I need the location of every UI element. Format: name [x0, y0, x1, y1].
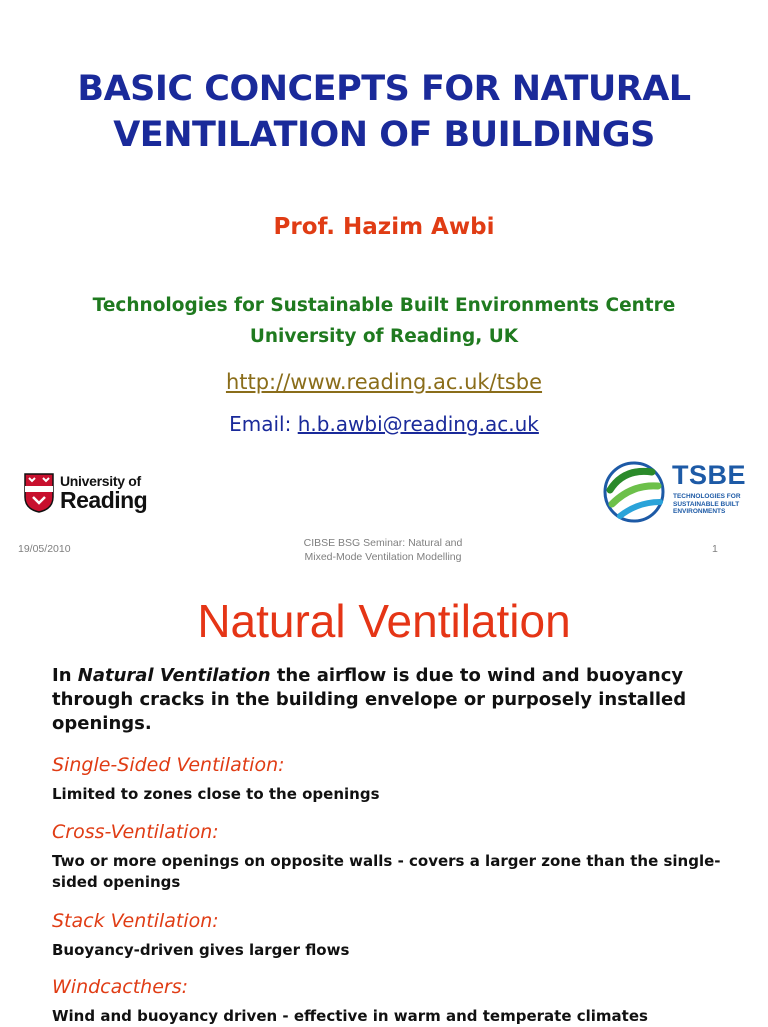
institution-line-2: University of Reading, UK	[249, 326, 519, 347]
uor-logo-line-1: University of	[60, 473, 141, 489]
tsbe-globe-icon	[602, 460, 666, 524]
section-body-stack: Buoyancy-driven gives larger flows	[52, 941, 350, 959]
university-of-reading-logo	[24, 473, 164, 517]
tsbe-logo-word: TSBE	[672, 460, 747, 490]
title-line-1: BASIC CONCEPTS FOR NATURAL	[77, 69, 691, 109]
uor-logo-line-2: Reading	[60, 487, 148, 513]
section-heading-windcatchers: Windcacthers:	[52, 976, 188, 998]
natural-ventilation-slide	[0, 578, 768, 1024]
website-link[interactable]: http://www.reading.ac.uk/tsbe	[225, 370, 543, 394]
tsbe-logo-subtitle: TECHNOLOGIES FOR SUSTAINABLE BUILT ENVIRONMENTS	[673, 493, 741, 515]
intro-emphasis: Natural Ventilation	[77, 665, 271, 686]
section-heading-cross: Cross-Ventilation:	[52, 821, 219, 843]
page-number: 1	[712, 543, 718, 555]
email-label: Email:	[229, 412, 298, 436]
tsbe-logo	[602, 458, 752, 524]
intro-rest: the airflow is due to wind and buoyancy through cracks in the building envelope or purposely installed openings.	[52, 665, 687, 734]
website-row	[0, 370, 768, 394]
institution	[0, 290, 768, 352]
presentation-title	[0, 66, 768, 158]
section-body-single-sided: Limited to zones close to the openings	[52, 785, 380, 803]
footer-seminar	[250, 536, 516, 564]
intro-paragraph	[52, 664, 752, 736]
institution-line-1: Technologies for Sustainable Built Environments Centre	[92, 295, 676, 316]
section-body-cross: Two or more openings on opposite walls - covers a larger zone than the single-sided openings	[52, 852, 721, 891]
title-line-2: VENTILATION OF BUILDINGS	[113, 115, 655, 155]
footer-seminar-line-2: Mixed-Mode Ventilation Modelling	[304, 551, 462, 563]
email-link[interactable]: h.b.awbi@reading.ac.uk	[297, 412, 539, 436]
email-row	[0, 412, 768, 436]
intro-prefix: In	[52, 665, 78, 686]
slide-title: Natural Ventilation	[197, 595, 571, 647]
footer-date: 19/05/2010	[18, 543, 71, 555]
section-heading-single-sided: Single-Sided Ventilation:	[52, 754, 285, 776]
author-name: Prof. Hazim Awbi	[273, 214, 495, 240]
footer-seminar-line-1: CIBSE BSG Seminar: Natural and	[303, 537, 463, 549]
section-body-windcatchers: Wind and buoyancy driven - effective in warm and temperate climates	[52, 1007, 648, 1025]
section-heading-stack: Stack Ventilation:	[52, 910, 219, 932]
reading-crest-icon	[24, 473, 54, 513]
